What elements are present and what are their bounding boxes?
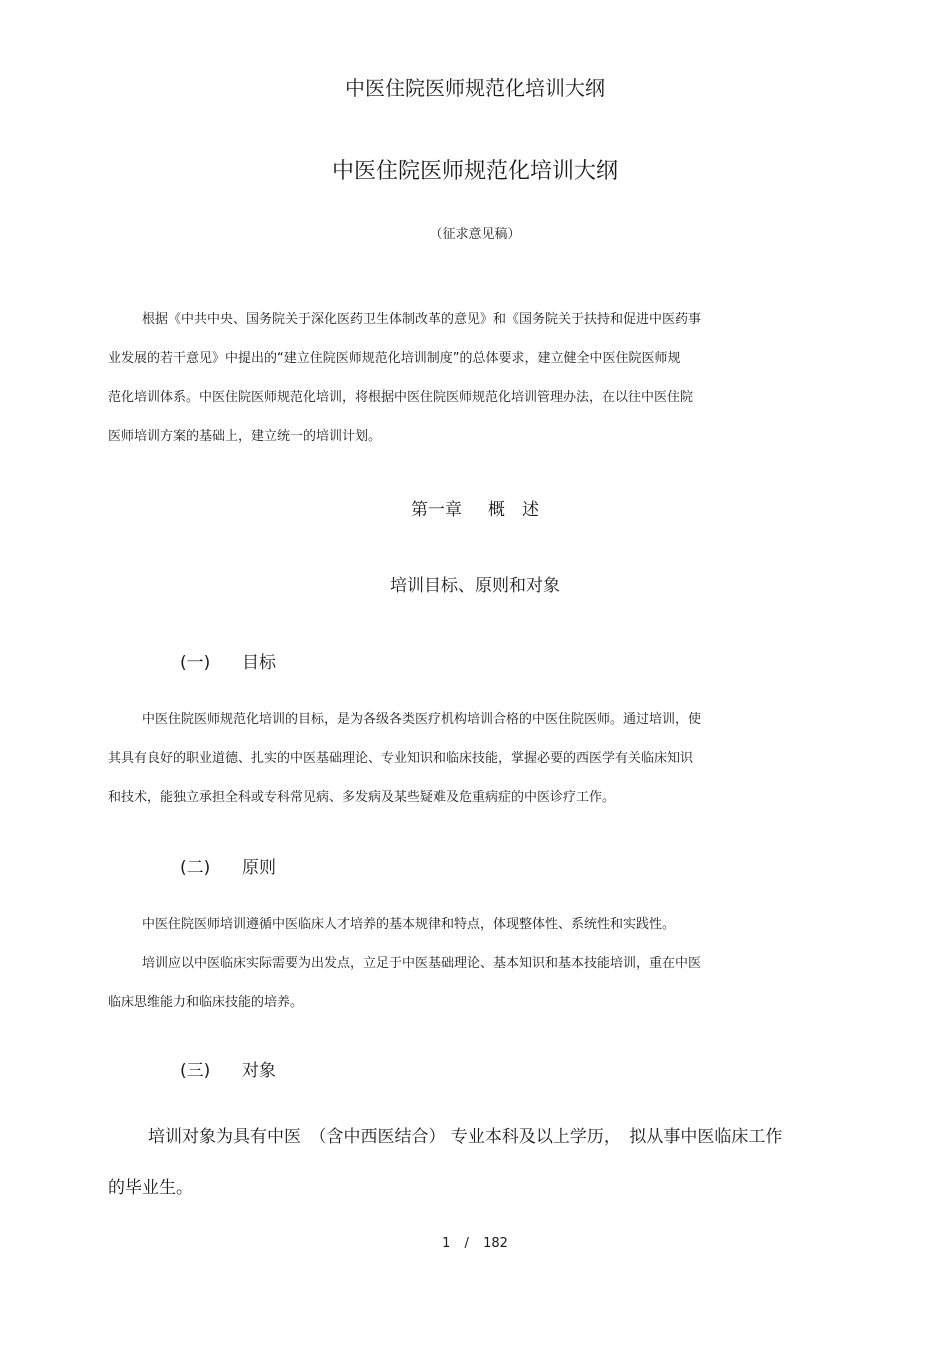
principle-paragraph-2 xyxy=(108,944,748,1022)
goal-line: 和技术，能独立承担全科或专科常见病、多发病及某些疑难及危重病症的中医诊疗工作。 xyxy=(108,790,616,805)
chapter-heading xyxy=(0,495,950,520)
section-heading: 培训目标、原则和对象 xyxy=(390,576,560,596)
chapter-name: 概 述 xyxy=(488,500,539,520)
principle-label: 原则 xyxy=(242,858,276,878)
intro-line: 根据《中共中央、国务院关于深化医药卫生体制改革的意见》和《国务院关于扶持和促进中医药事 xyxy=(142,312,702,327)
target-heading xyxy=(180,1056,276,1081)
goal-line: 中医住院医师规范化培训的目标，是为各级各类医疗机构培训合格的中医住院医师。通过培训，使 xyxy=(142,712,702,727)
principle-paragraph-1 xyxy=(108,905,748,944)
target-line: 的毕业生。 xyxy=(108,1178,193,1198)
principle-line: 中医住院医师培训遵循中医临床人才培养的基本规律和特点，体现整体性、系统性和实践性。 xyxy=(142,917,676,932)
goal-number: (一) xyxy=(180,653,211,673)
principle-line: 临床思维能力和临床技能的培养。 xyxy=(108,995,304,1010)
running-title: 中医住院医师规范化培训大纲 xyxy=(345,76,605,100)
page-current: 1 xyxy=(442,1236,451,1251)
target-label: 对象 xyxy=(242,1061,276,1081)
target-number: (三) xyxy=(180,1061,211,1081)
intro-line: 医师培训方案的基础上，建立统一的培训计划。 xyxy=(108,429,382,444)
intro-line: 业发展的若干意见》中提出的“建立住院医师规范化培训制度”的总体要求，建立健全中医住院医师规 xyxy=(108,351,681,366)
intro-paragraph xyxy=(108,300,748,456)
intro-line: 范化培训体系。中医住院医师规范化培训，将根据中医住院医师规范化培训管理办法，在以往中医住院 xyxy=(108,390,694,405)
page-number xyxy=(0,1236,950,1251)
document-subtitle: （征求意见稿） xyxy=(429,227,521,242)
page-separator: / xyxy=(464,1236,469,1251)
goal-label: 目标 xyxy=(242,653,276,673)
target-paragraph xyxy=(108,1112,828,1214)
goal-paragraph xyxy=(108,700,748,817)
principle-heading xyxy=(180,853,276,878)
chapter-number: 第一章 xyxy=(411,500,462,520)
principle-number: (二) xyxy=(180,858,211,878)
document-title: 中医住院医师规范化培训大纲 xyxy=(331,159,618,184)
principle-line: 培训应以中医临床实际需要为出发点，立足于中医基础理论、基本知识和基本技能培训，重在中医 xyxy=(142,956,702,971)
goal-heading xyxy=(180,648,276,673)
goal-line: 其具有良好的职业道德、扎实的中医基础理论、专业知识和临床技能，掌握必要的西医学有关临床知识 xyxy=(108,751,694,766)
target-line: 培训对象为具有中医 （含中西医结合） 专业本科及以上学历， 拟从事中医临床工作 xyxy=(148,1127,783,1147)
page-total: 182 xyxy=(483,1236,508,1251)
